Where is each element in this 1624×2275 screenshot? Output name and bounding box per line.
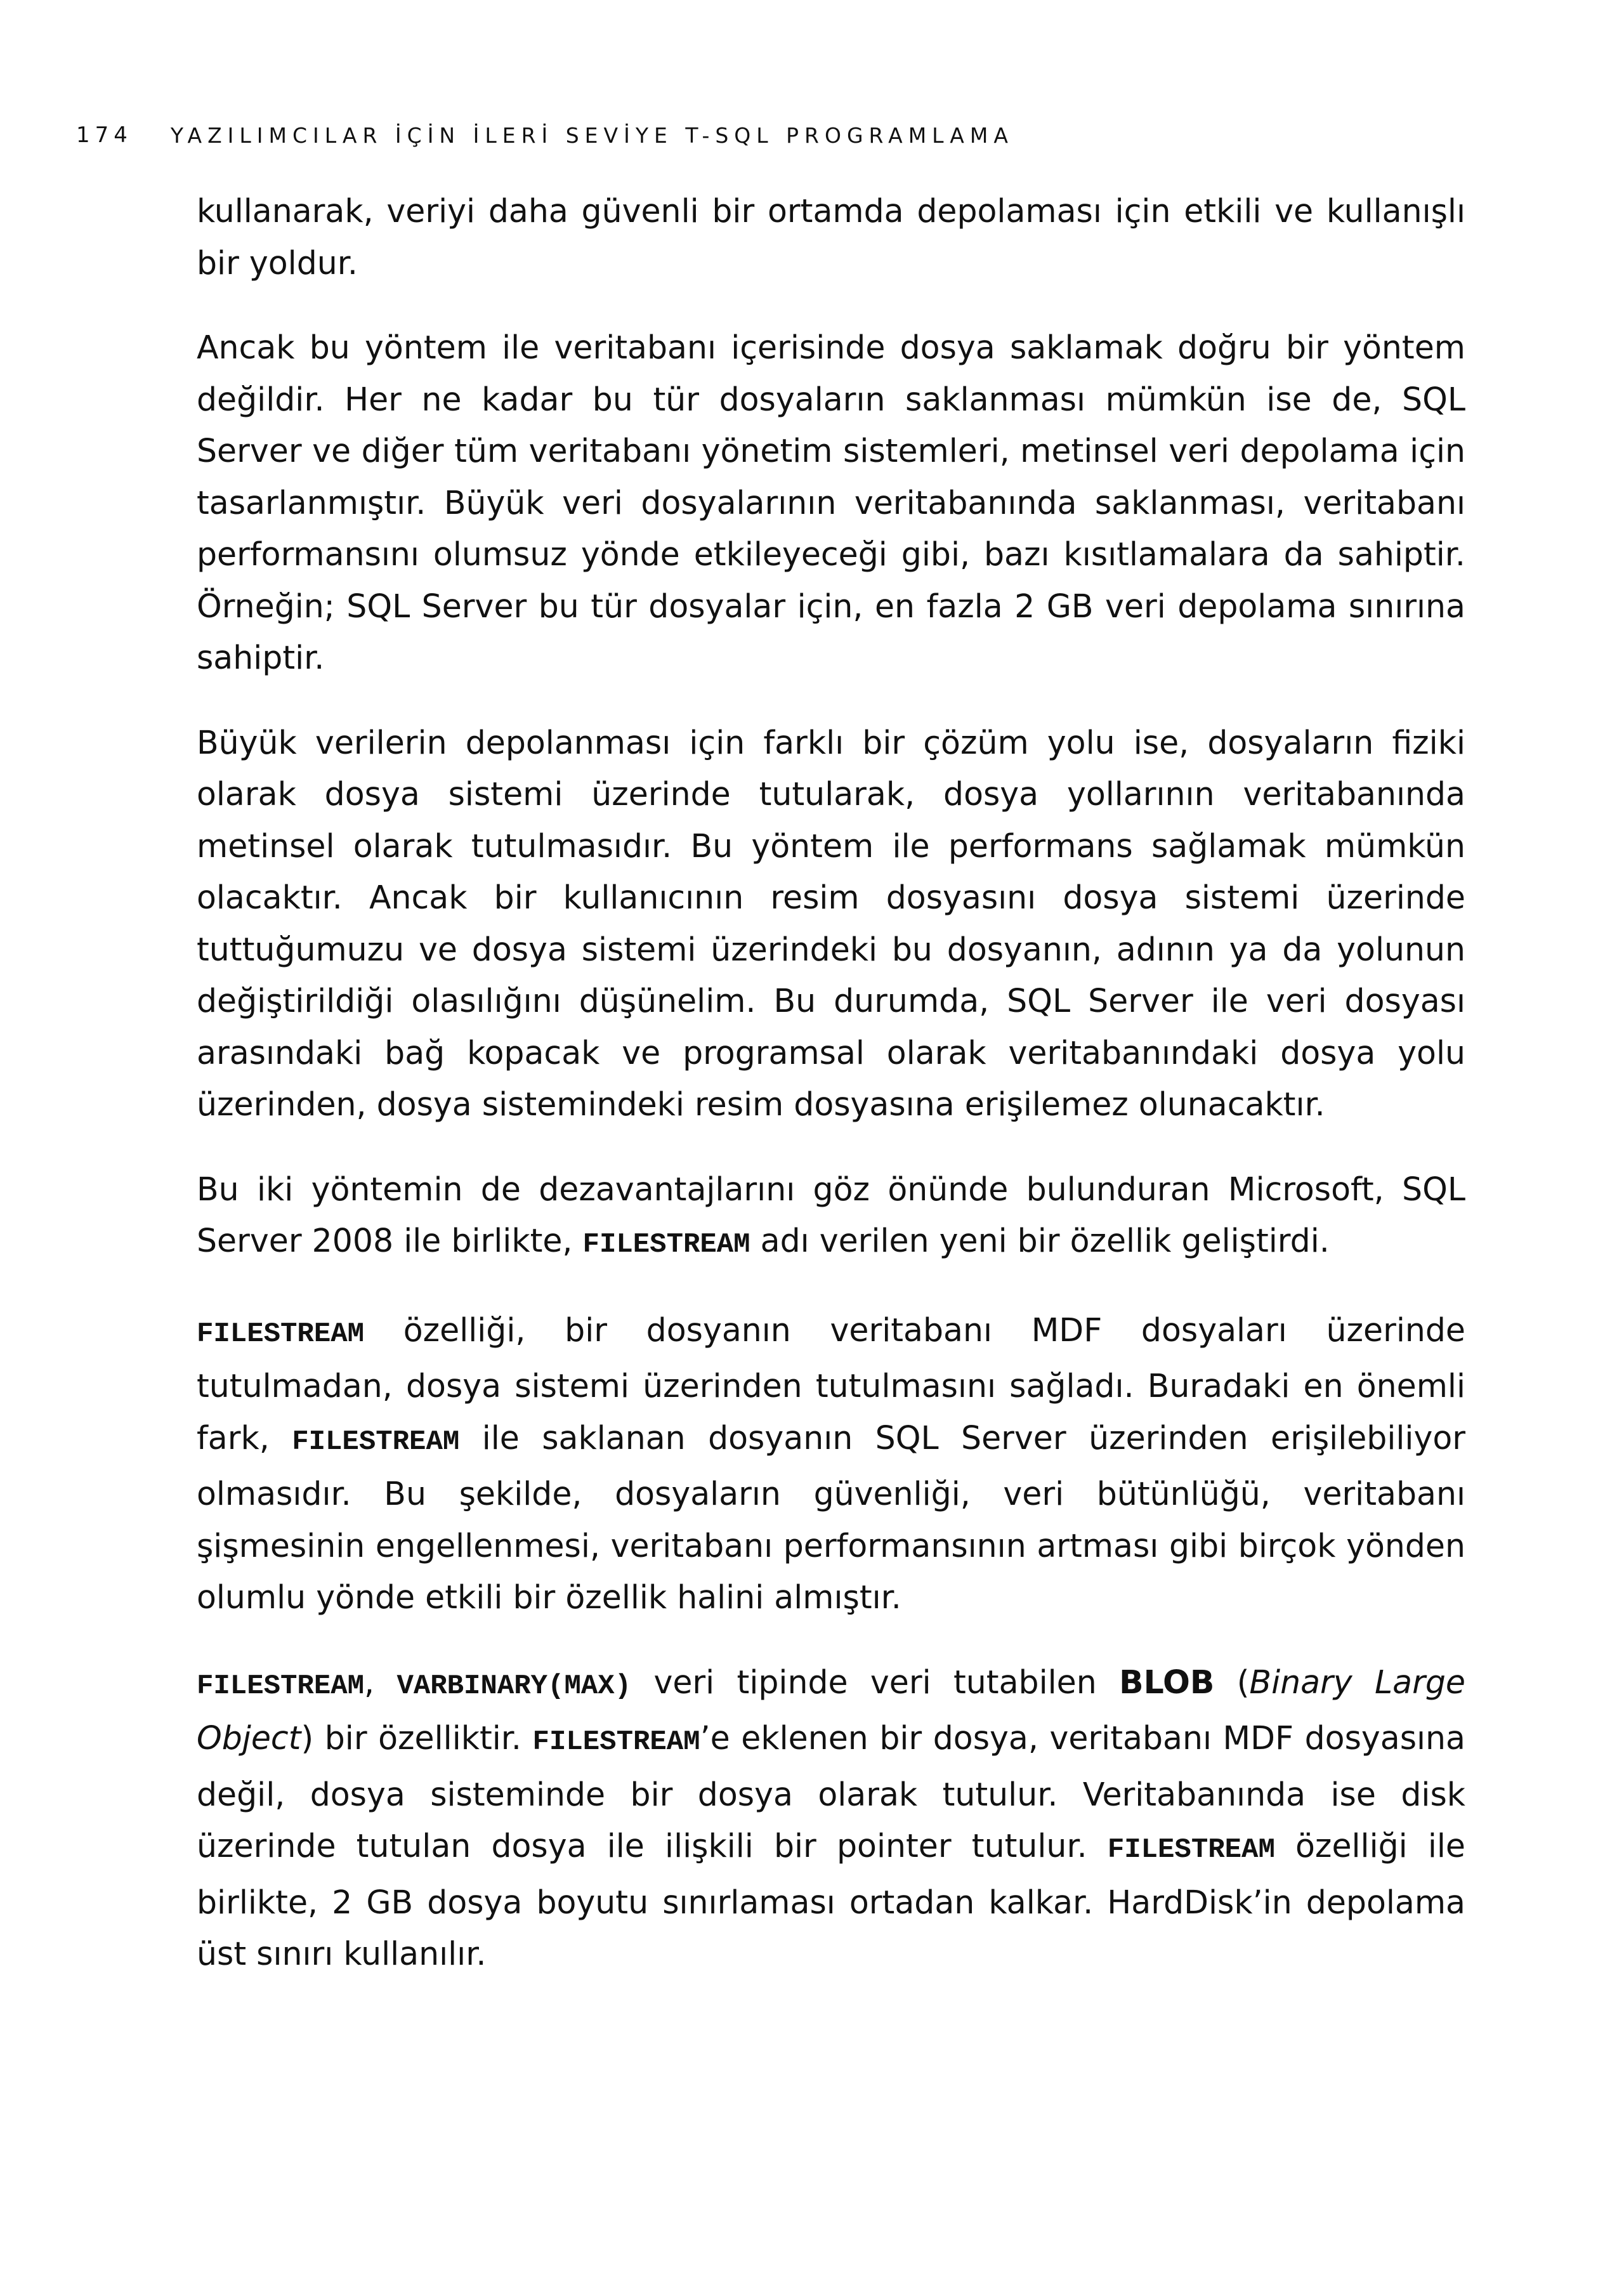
text-run: özelliği ile birlikte, 2 GB dosya boyutu sınırlaması ortadan kalkar. HardDisk’in depolama üst sınırı kullanılır. [197, 1827, 1465, 1972]
text-run: veri tipinde veri tutabilen [631, 1663, 1120, 1701]
paragraph-5 [197, 1304, 1465, 1623]
text-run: adı verilen yeni bir özellik geliştirdi. [750, 1222, 1330, 1259]
text-run: , [364, 1663, 397, 1701]
code-term: FILESTREAM [582, 1229, 750, 1261]
page-number: 174 [76, 122, 133, 148]
paragraph-3 [197, 717, 1465, 1131]
text-run: ile saklanan dosyanın SQL Server üzerinden erişilebiliyor olmasıdır. Bu şekilde, dosyaların güvenliği, veri bütünlüğü, veritabanı şişmesinin engellenmesi, veritabanı performansının artması gibi birçok yönden olumlu yönde etkili bir özellik halini almıştır. [197, 1419, 1466, 1616]
text-run: ’e eklenen bir dosya, veritabanı MDF dosyasına değil, dosya sisteminde bir dosya olarak tutulur. Veritabanında ise disk üzerinde tutulan dosya ile ilişkili bir pointer tutulur. [197, 1719, 1465, 1865]
paragraph-1 [197, 185, 1465, 289]
text-run: özelliği, bir dosyanın veritabanı MDF dosyaları üzerinde tutulmadan, dosya sistemi üzerinden tutulmasını sağladı. Buradaki en önemli fark, [197, 1311, 1465, 1457]
text-run: Büyük verilerin depolanması için farklı bir çözüm yolu ise, dosyaların fiziki olarak dosya sistemi üzerinde tutularak, dosya yollarının veritabanında metinsel olarak tutulmasıdır. Bu yöntem ile performans sağlamak mümkün olacaktır. Ancak bir kullanıcının resim dosyasını dosya sistemi üzerinde tuttuğumuzu ve dosya sistemi üzerindeki bu dosyanın, adının ya da yolunun değiştirildiği olasılığını düşünelim. Bu durumda, SQL Server ile veri dosyası arasındaki bağ kopacak ve programsal olarak veritabanındaki dosya yolu üzerinden, dosya sistemindeki resim dosyasına erişilemez olunacaktır. [197, 723, 1465, 1123]
code-term: FILESTREAM [292, 1426, 460, 1458]
bold-term: BLOB [1119, 1663, 1215, 1701]
page-body [197, 185, 1465, 2013]
text-run: ) bir özelliktir. [301, 1719, 533, 1757]
text-run: ( [1214, 1663, 1250, 1701]
book-title: YAZILIMCILAR İÇİN İLERİ SEVİYE T-SQL PROGRAMLAMA [170, 122, 1014, 148]
code-term: VARBINARY(MAX) [396, 1670, 632, 1702]
code-term: FILESTREAM [197, 1318, 365, 1350]
paragraph-2 [197, 322, 1465, 684]
paragraph-6 [197, 1656, 1465, 1980]
text-run: Ancak bu yöntem ile veritabanı içerisinde dosya saklamak doğru bir yöntem değildir. Her ne kadar bu tür dosyaların saklanması mümkün ise de, SQL Server ve diğer tüm veritabanı yönetim sistemleri, metinsel veri depolama için tasarlanmıştır. Büyük veri dosyalarının veritabanında saklanması, veritabanı performansını olumsuz yönde etkileyeceği gibi, bazı kısıtlamalara da sahiptir. Örneğin; SQL Server bu tür dosyalar için, en fazla 2 GB veri depolama sınırına sahiptir. [197, 329, 1465, 676]
code-term: FILESTREAM [197, 1670, 365, 1702]
text-run: Bu iki yöntemin de dezavantajlarını göz önünde bulunduran Microsoft, SQL Server 2008 ile birlikte, [197, 1170, 1465, 1259]
code-term: FILESTREAM [1107, 1834, 1275, 1866]
paragraph-4 [197, 1164, 1465, 1271]
text-run: kullanarak, veriyi daha güvenli bir ortamda depolaması için etkili ve kullanışlı bir yoldur. [197, 192, 1465, 282]
running-header [76, 119, 1014, 151]
italic-term: Binary Large Object [197, 1663, 1465, 1757]
code-term: FILESTREAM [532, 1726, 700, 1758]
